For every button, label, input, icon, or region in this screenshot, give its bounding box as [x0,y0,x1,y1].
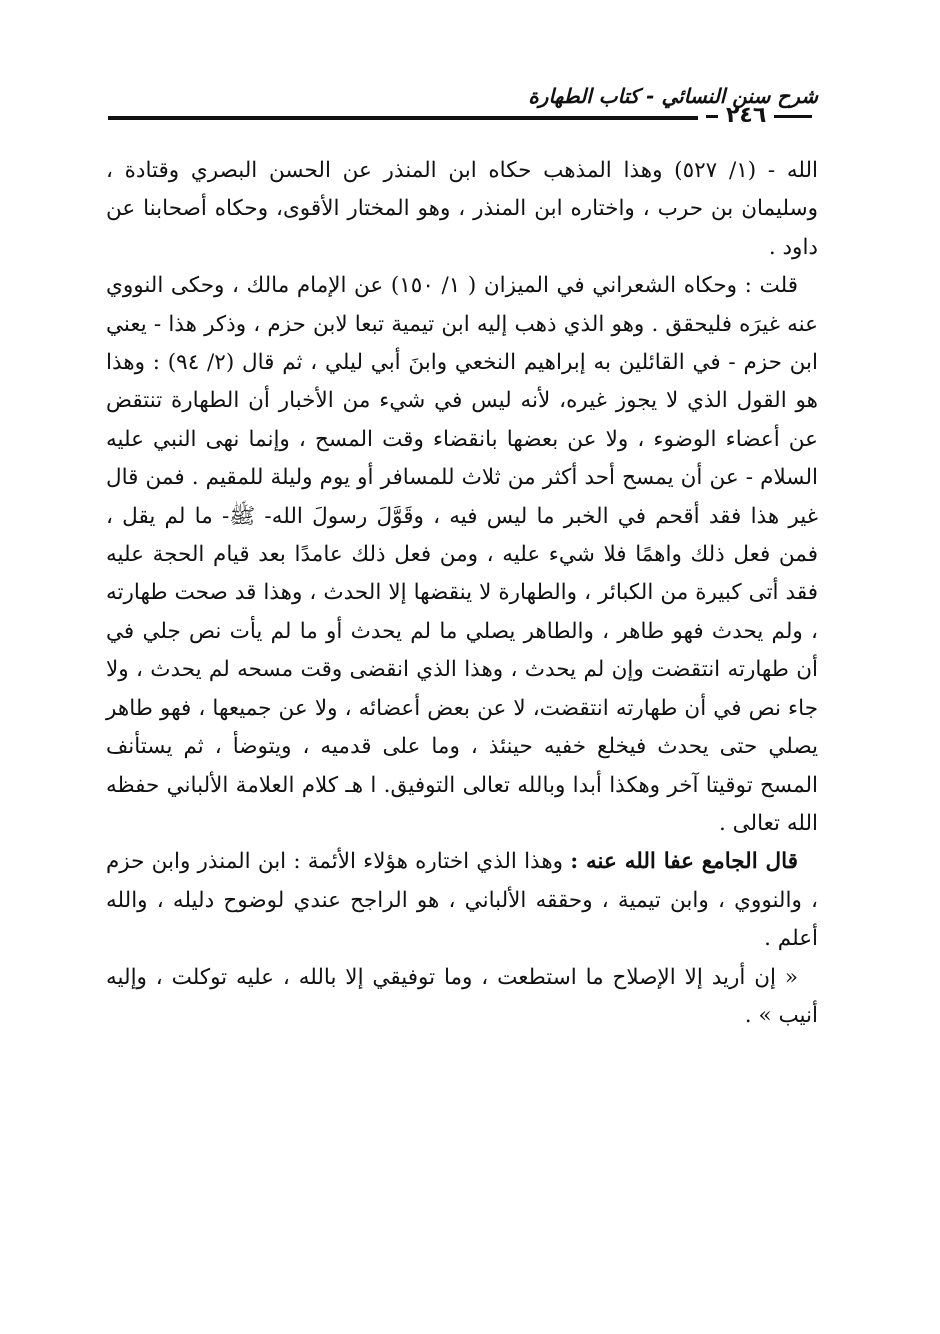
page-number-block [706,102,818,130]
page-number: ٢٤٦ [726,103,767,128]
paragraph-1: الله - (١/ ٥٢٧) وهذا المذهب حكاه ابن المنذر عن الحسن البصري وقتادة ، وسليمان بن حرب ، واختاره ابن المنذر ، وهو المختار الأقوى، وحكاه أصحابنا عن داود . [106,158,819,260]
paragraph-4: « إن أريد إلا الإصلاح ما استطعت ، وما توفيقي إلا بالله ، عليه توكلت ، وإليه أنيب » . [106,964,818,1028]
paragraph-2: قلت : وحكاه الشعراني في الميزان ( ١/ ١٥٠) عن الإمام مالك ، وحكى النووي عنه غيرَه فليحقق . وهو الذي ذهب إليه ابن تيمية تبعا لابن حزم ، وذكر هذا - يعني ابن حزم - في القائلين به إبراهيم النخعي وابنَ أبي ليلي ، ثم قال (٢/ ٩٤) : وهذا هو القول الذي لا يجوز غيره، لأنه ليس في شيء من الأخبار أن الطهارة تنتقض عن أعضاء الوضوء ، ولا عن بعضها بانقضاء وقت المسح ، وإنما نهى النبي عليه السلام - عن أن يمسح أحد أكثر من ثلاث للمسافر أو يوم وليلة للمقيم . فمن قال غير هذا فقد أقحم في الخبر ما ليس فيه ، وقَوَّلَ رسولَ الله- ﷺ- ما لم يقل ، فمن فعل ذلك واهمًا فلا شيء عليه ، ومن فعل ذلك عامدًا بعد قيام الحجة عليه فقد أتى كبيرة من الكبائر ، والطهارة لا ينقضها إلا الحدث ، وهذا قد صحت طهارته ، ولم يحدث فهو طاهر ، والطاهر يصلي ما لم يحدث أو ما لم يأت نص جلي في أن طهارته انتقضت وإن لم يحدث ، وهذا الذي انقضى وقت مسحه لم يحدث ، ولا جاء نص في أن طهارته انتقضت، لا عن بعض أعضائه ، ولا عن جميعها ، فهو طاهر يصلي حتى يحدث فيخلع خفيه حينئذ ، وما على قدميه ، ويتوضأ ، ثم يستأنف المسح توقيتا آخر وهكذا أبدا وبالله تعالى التوفيق. ا هـ كلام العلامة الألباني حفظه الله تعالى . [106,273,818,836]
paragraph-3 [106,843,818,958]
page-number-dash [774,115,812,118]
page-header [108,80,818,130]
page-number-dash [706,115,718,118]
paragraph-3-text: وهذا الذي اختاره هؤلاء الأئمة : ابن المنذر وابن حزم ، والنووي ، وابن تيمية ، وحققه الألباني ، هو الراجح عندي لوضوح دليله ، والله أعلم . [106,849,818,952]
page-body [106,152,818,1252]
running-title: شرح سنن النسائي - كتاب الطهارة [528,84,818,108]
header-rule [108,116,698,120]
paragraph-3-lead: قال الجامع عفا الله عنه : [570,849,798,875]
